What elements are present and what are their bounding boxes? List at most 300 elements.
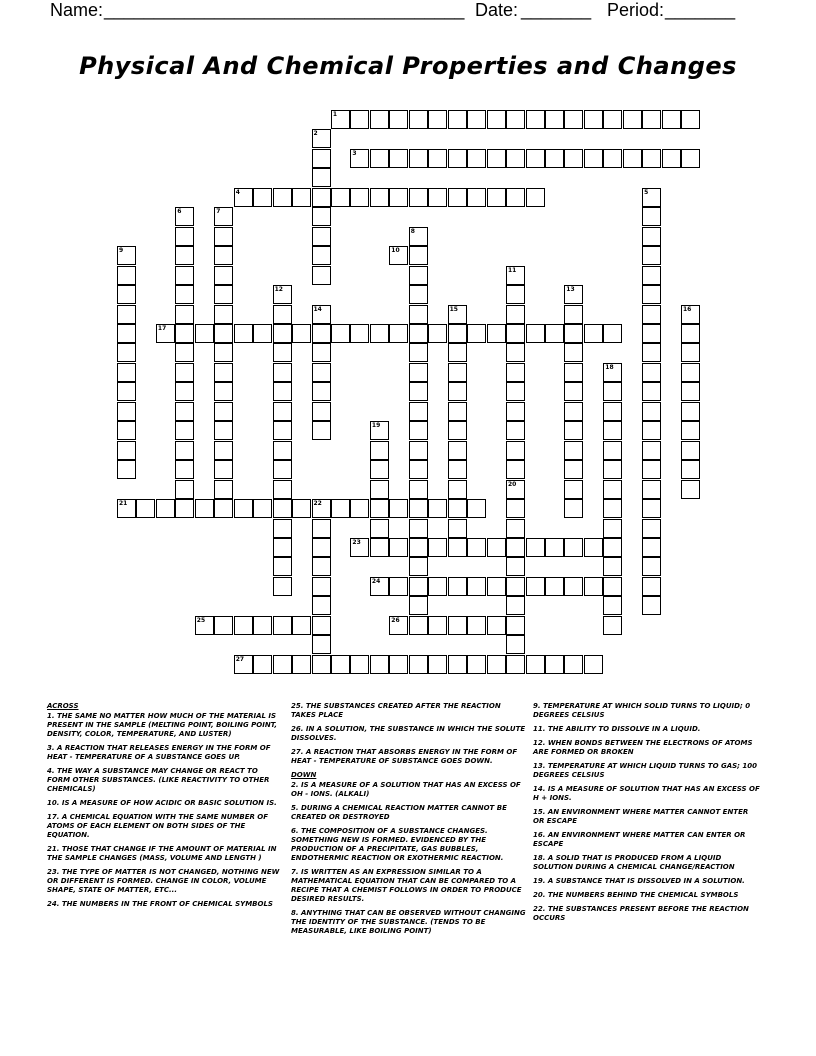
grid-cell[interactable] bbox=[603, 324, 622, 343]
grid-cell[interactable] bbox=[253, 616, 272, 635]
grid-cell[interactable] bbox=[467, 188, 486, 207]
grid-cell[interactable] bbox=[584, 655, 603, 674]
grid-cell[interactable] bbox=[545, 110, 564, 129]
grid-cell[interactable] bbox=[331, 188, 350, 207]
grid-cell[interactable] bbox=[603, 421, 622, 440]
grid-cell[interactable] bbox=[312, 305, 331, 324]
grid-cell[interactable] bbox=[603, 596, 622, 615]
grid-cell[interactable] bbox=[175, 207, 194, 226]
grid-cell[interactable] bbox=[234, 188, 253, 207]
grid-cell[interactable] bbox=[487, 577, 506, 596]
grid-cell[interactable] bbox=[370, 441, 389, 460]
grid-cell[interactable] bbox=[681, 343, 700, 362]
grid-cell[interactable] bbox=[312, 363, 331, 382]
grid-cell[interactable] bbox=[642, 460, 661, 479]
grid-cell[interactable] bbox=[136, 499, 155, 518]
grid-cell[interactable] bbox=[506, 480, 525, 499]
grid-cell[interactable] bbox=[564, 441, 583, 460]
grid-cell[interactable] bbox=[428, 499, 447, 518]
grid-cell[interactable] bbox=[175, 402, 194, 421]
grid-cell[interactable] bbox=[195, 499, 214, 518]
grid-cell[interactable] bbox=[642, 343, 661, 362]
grid-cell[interactable] bbox=[292, 499, 311, 518]
grid-cell[interactable] bbox=[428, 616, 447, 635]
grid-cell[interactable] bbox=[273, 188, 292, 207]
grid-cell[interactable] bbox=[214, 441, 233, 460]
grid-cell[interactable] bbox=[428, 188, 447, 207]
grid-cell[interactable] bbox=[214, 227, 233, 246]
grid-cell[interactable] bbox=[467, 499, 486, 518]
grid-cell[interactable] bbox=[448, 655, 467, 674]
grid-cell[interactable] bbox=[584, 538, 603, 557]
grid-cell[interactable] bbox=[642, 324, 661, 343]
grid-cell[interactable] bbox=[292, 188, 311, 207]
grid-cell[interactable] bbox=[214, 343, 233, 362]
grid-cell[interactable] bbox=[312, 616, 331, 635]
grid-cell[interactable] bbox=[642, 519, 661, 538]
grid-cell[interactable] bbox=[117, 441, 136, 460]
grid-cell[interactable] bbox=[642, 305, 661, 324]
grid-cell[interactable] bbox=[448, 402, 467, 421]
grid-cell[interactable] bbox=[506, 188, 525, 207]
grid-cell[interactable] bbox=[506, 324, 525, 343]
grid-cell[interactable] bbox=[214, 363, 233, 382]
grid-cell[interactable] bbox=[584, 149, 603, 168]
grid-cell[interactable] bbox=[506, 596, 525, 615]
grid-cell[interactable] bbox=[681, 480, 700, 499]
grid-cell[interactable] bbox=[273, 577, 292, 596]
grid-cell[interactable] bbox=[117, 285, 136, 304]
grid-cell[interactable] bbox=[487, 655, 506, 674]
grid-cell[interactable] bbox=[312, 168, 331, 187]
grid-cell[interactable] bbox=[350, 110, 369, 129]
grid-cell[interactable] bbox=[253, 324, 272, 343]
grid-cell[interactable] bbox=[409, 227, 428, 246]
grid-cell[interactable] bbox=[584, 324, 603, 343]
grid-cell[interactable] bbox=[156, 499, 175, 518]
grid-cell[interactable] bbox=[564, 110, 583, 129]
grid-cell[interactable] bbox=[234, 616, 253, 635]
grid-cell[interactable] bbox=[526, 188, 545, 207]
grid-cell[interactable] bbox=[312, 324, 331, 343]
grid-cell[interactable] bbox=[331, 324, 350, 343]
grid-cell[interactable] bbox=[409, 382, 428, 401]
grid-cell[interactable] bbox=[564, 285, 583, 304]
grid-cell[interactable] bbox=[428, 655, 447, 674]
grid-cell[interactable] bbox=[564, 460, 583, 479]
grid-cell[interactable] bbox=[273, 441, 292, 460]
grid-cell[interactable] bbox=[642, 110, 661, 129]
grid-cell[interactable] bbox=[273, 305, 292, 324]
grid-cell[interactable] bbox=[448, 343, 467, 362]
grid-cell[interactable] bbox=[389, 188, 408, 207]
grid-cell[interactable] bbox=[370, 460, 389, 479]
grid-cell[interactable] bbox=[467, 616, 486, 635]
grid-cell[interactable] bbox=[214, 499, 233, 518]
grid-cell[interactable] bbox=[506, 402, 525, 421]
grid-cell[interactable] bbox=[409, 402, 428, 421]
grid-cell[interactable] bbox=[448, 188, 467, 207]
grid-cell[interactable] bbox=[603, 382, 622, 401]
grid-cell[interactable] bbox=[681, 421, 700, 440]
grid-cell[interactable] bbox=[370, 480, 389, 499]
grid-cell[interactable] bbox=[273, 402, 292, 421]
grid-cell[interactable] bbox=[506, 343, 525, 362]
grid-cell[interactable] bbox=[389, 538, 408, 557]
grid-cell[interactable] bbox=[564, 382, 583, 401]
grid-cell[interactable] bbox=[214, 460, 233, 479]
grid-cell[interactable] bbox=[409, 285, 428, 304]
date-blank[interactable]: _______ bbox=[521, 0, 592, 20]
grid-cell[interactable] bbox=[409, 149, 428, 168]
grid-cell[interactable] bbox=[448, 110, 467, 129]
grid-cell[interactable] bbox=[545, 577, 564, 596]
grid-cell[interactable] bbox=[273, 519, 292, 538]
grid-cell[interactable] bbox=[428, 577, 447, 596]
grid-cell[interactable] bbox=[603, 499, 622, 518]
grid-cell[interactable] bbox=[448, 616, 467, 635]
grid-cell[interactable] bbox=[156, 324, 175, 343]
grid-cell[interactable] bbox=[448, 519, 467, 538]
grid-cell[interactable] bbox=[350, 188, 369, 207]
grid-cell[interactable] bbox=[312, 421, 331, 440]
grid-cell[interactable] bbox=[681, 382, 700, 401]
grid-cell[interactable] bbox=[448, 441, 467, 460]
grid-cell[interactable] bbox=[409, 557, 428, 576]
grid-cell[interactable] bbox=[312, 343, 331, 362]
grid-cell[interactable] bbox=[448, 382, 467, 401]
grid-cell[interactable] bbox=[642, 538, 661, 557]
grid-cell[interactable] bbox=[370, 499, 389, 518]
grid-cell[interactable] bbox=[409, 246, 428, 265]
grid-cell[interactable] bbox=[642, 441, 661, 460]
grid-cell[interactable] bbox=[292, 655, 311, 674]
grid-cell[interactable] bbox=[642, 596, 661, 615]
grid-cell[interactable] bbox=[214, 305, 233, 324]
grid-cell[interactable] bbox=[545, 655, 564, 674]
grid-cell[interactable] bbox=[603, 149, 622, 168]
grid-cell[interactable] bbox=[603, 110, 622, 129]
grid-cell[interactable] bbox=[117, 421, 136, 440]
grid-cell[interactable] bbox=[214, 266, 233, 285]
grid-cell[interactable] bbox=[642, 382, 661, 401]
grid-cell[interactable] bbox=[214, 421, 233, 440]
grid-cell[interactable] bbox=[389, 577, 408, 596]
grid-cell[interactable] bbox=[526, 538, 545, 557]
grid-cell[interactable] bbox=[448, 480, 467, 499]
grid-cell[interactable] bbox=[389, 499, 408, 518]
grid-cell[interactable] bbox=[603, 480, 622, 499]
grid-cell[interactable] bbox=[312, 129, 331, 148]
grid-cell[interactable] bbox=[117, 305, 136, 324]
grid-cell[interactable] bbox=[312, 499, 331, 518]
grid-cell[interactable] bbox=[312, 402, 331, 421]
period-blank[interactable]: _______ bbox=[665, 0, 736, 20]
grid-cell[interactable] bbox=[350, 499, 369, 518]
grid-cell[interactable] bbox=[273, 557, 292, 576]
grid-cell[interactable] bbox=[312, 207, 331, 226]
grid-cell[interactable] bbox=[409, 324, 428, 343]
grid-cell[interactable] bbox=[467, 324, 486, 343]
grid-cell[interactable] bbox=[273, 460, 292, 479]
grid-cell[interactable] bbox=[331, 655, 350, 674]
name-blank[interactable]: ____________________________________ bbox=[104, 0, 465, 20]
grid-cell[interactable] bbox=[642, 557, 661, 576]
grid-cell[interactable] bbox=[681, 305, 700, 324]
grid-cell[interactable] bbox=[117, 382, 136, 401]
grid-cell[interactable] bbox=[312, 246, 331, 265]
grid-cell[interactable] bbox=[409, 480, 428, 499]
grid-cell[interactable] bbox=[564, 363, 583, 382]
grid-cell[interactable] bbox=[681, 402, 700, 421]
grid-cell[interactable] bbox=[584, 110, 603, 129]
grid-cell[interactable] bbox=[642, 499, 661, 518]
grid-cell[interactable] bbox=[409, 266, 428, 285]
grid-cell[interactable] bbox=[175, 363, 194, 382]
grid-cell[interactable] bbox=[409, 188, 428, 207]
grid-cell[interactable] bbox=[603, 519, 622, 538]
grid-cell[interactable] bbox=[662, 110, 681, 129]
grid-cell[interactable] bbox=[409, 577, 428, 596]
grid-cell[interactable] bbox=[603, 441, 622, 460]
grid-cell[interactable] bbox=[312, 557, 331, 576]
grid-cell[interactable] bbox=[273, 655, 292, 674]
grid-cell[interactable] bbox=[642, 480, 661, 499]
grid-cell[interactable] bbox=[681, 460, 700, 479]
grid-cell[interactable] bbox=[564, 655, 583, 674]
grid-cell[interactable] bbox=[642, 266, 661, 285]
grid-cell[interactable] bbox=[642, 363, 661, 382]
grid-cell[interactable] bbox=[448, 305, 467, 324]
grid-cell[interactable] bbox=[234, 655, 253, 674]
grid-cell[interactable] bbox=[487, 538, 506, 557]
grid-cell[interactable] bbox=[234, 499, 253, 518]
grid-cell[interactable] bbox=[370, 538, 389, 557]
grid-cell[interactable] bbox=[506, 363, 525, 382]
grid-cell[interactable] bbox=[312, 149, 331, 168]
grid-cell[interactable] bbox=[350, 538, 369, 557]
grid-cell[interactable] bbox=[214, 324, 233, 343]
grid-cell[interactable] bbox=[526, 655, 545, 674]
grid-cell[interactable] bbox=[370, 110, 389, 129]
grid-cell[interactable] bbox=[409, 460, 428, 479]
grid-cell[interactable] bbox=[389, 324, 408, 343]
grid-cell[interactable] bbox=[292, 616, 311, 635]
grid-cell[interactable] bbox=[526, 324, 545, 343]
grid-cell[interactable] bbox=[312, 596, 331, 615]
grid-cell[interactable] bbox=[370, 577, 389, 596]
grid-cell[interactable] bbox=[312, 519, 331, 538]
grid-cell[interactable] bbox=[214, 207, 233, 226]
grid-cell[interactable] bbox=[389, 110, 408, 129]
grid-cell[interactable] bbox=[273, 538, 292, 557]
grid-cell[interactable] bbox=[467, 577, 486, 596]
grid-cell[interactable] bbox=[175, 382, 194, 401]
grid-cell[interactable] bbox=[273, 480, 292, 499]
grid-cell[interactable] bbox=[175, 266, 194, 285]
grid-cell[interactable] bbox=[175, 441, 194, 460]
grid-cell[interactable] bbox=[564, 538, 583, 557]
grid-cell[interactable] bbox=[506, 266, 525, 285]
grid-cell[interactable] bbox=[642, 577, 661, 596]
grid-cell[interactable] bbox=[273, 285, 292, 304]
grid-cell[interactable] bbox=[506, 577, 525, 596]
grid-cell[interactable] bbox=[214, 246, 233, 265]
grid-cell[interactable] bbox=[175, 499, 194, 518]
grid-cell[interactable] bbox=[564, 305, 583, 324]
grid-cell[interactable] bbox=[642, 285, 661, 304]
grid-cell[interactable] bbox=[564, 480, 583, 499]
grid-cell[interactable] bbox=[681, 110, 700, 129]
grid-cell[interactable] bbox=[350, 149, 369, 168]
grid-cell[interactable] bbox=[312, 227, 331, 246]
grid-cell[interactable] bbox=[214, 285, 233, 304]
grid-cell[interactable] bbox=[312, 577, 331, 596]
grid-cell[interactable] bbox=[175, 460, 194, 479]
grid-cell[interactable] bbox=[175, 246, 194, 265]
grid-cell[interactable] bbox=[506, 557, 525, 576]
grid-cell[interactable] bbox=[642, 188, 661, 207]
grid-cell[interactable] bbox=[312, 655, 331, 674]
grid-cell[interactable] bbox=[506, 499, 525, 518]
grid-cell[interactable] bbox=[409, 305, 428, 324]
grid-cell[interactable] bbox=[545, 324, 564, 343]
grid-cell[interactable] bbox=[506, 519, 525, 538]
grid-cell[interactable] bbox=[117, 499, 136, 518]
grid-cell[interactable] bbox=[175, 480, 194, 499]
grid-cell[interactable] bbox=[370, 519, 389, 538]
grid-cell[interactable] bbox=[370, 324, 389, 343]
grid-cell[interactable] bbox=[564, 577, 583, 596]
grid-cell[interactable] bbox=[409, 343, 428, 362]
grid-cell[interactable] bbox=[506, 149, 525, 168]
grid-cell[interactable] bbox=[195, 616, 214, 635]
grid-cell[interactable] bbox=[175, 324, 194, 343]
grid-cell[interactable] bbox=[506, 616, 525, 635]
grid-cell[interactable] bbox=[526, 110, 545, 129]
grid-cell[interactable] bbox=[603, 557, 622, 576]
grid-cell[interactable] bbox=[564, 402, 583, 421]
grid-cell[interactable] bbox=[506, 421, 525, 440]
grid-cell[interactable] bbox=[195, 324, 214, 343]
grid-cell[interactable] bbox=[312, 188, 331, 207]
grid-cell[interactable] bbox=[331, 110, 350, 129]
grid-cell[interactable] bbox=[623, 110, 642, 129]
grid-cell[interactable] bbox=[642, 207, 661, 226]
grid-cell[interactable] bbox=[506, 635, 525, 654]
grid-cell[interactable] bbox=[526, 149, 545, 168]
grid-cell[interactable] bbox=[603, 363, 622, 382]
grid-cell[interactable] bbox=[273, 343, 292, 362]
grid-cell[interactable] bbox=[526, 577, 545, 596]
grid-cell[interactable] bbox=[623, 149, 642, 168]
grid-cell[interactable] bbox=[506, 285, 525, 304]
grid-cell[interactable] bbox=[117, 402, 136, 421]
grid-cell[interactable] bbox=[603, 577, 622, 596]
grid-cell[interactable] bbox=[448, 577, 467, 596]
grid-cell[interactable] bbox=[117, 460, 136, 479]
grid-cell[interactable] bbox=[487, 188, 506, 207]
grid-cell[interactable] bbox=[331, 499, 350, 518]
grid-cell[interactable] bbox=[370, 421, 389, 440]
grid-cell[interactable] bbox=[564, 149, 583, 168]
grid-cell[interactable] bbox=[506, 655, 525, 674]
grid-cell[interactable] bbox=[389, 149, 408, 168]
grid-cell[interactable] bbox=[603, 460, 622, 479]
grid-cell[interactable] bbox=[253, 499, 272, 518]
grid-cell[interactable] bbox=[175, 227, 194, 246]
grid-cell[interactable] bbox=[273, 421, 292, 440]
grid-cell[interactable] bbox=[428, 538, 447, 557]
grid-cell[interactable] bbox=[681, 363, 700, 382]
grid-cell[interactable] bbox=[273, 499, 292, 518]
grid-cell[interactable] bbox=[584, 577, 603, 596]
grid-cell[interactable] bbox=[448, 149, 467, 168]
grid-cell[interactable] bbox=[642, 421, 661, 440]
grid-cell[interactable] bbox=[603, 616, 622, 635]
grid-cell[interactable] bbox=[175, 305, 194, 324]
grid-cell[interactable] bbox=[642, 149, 661, 168]
grid-cell[interactable] bbox=[564, 499, 583, 518]
grid-cell[interactable] bbox=[448, 460, 467, 479]
grid-cell[interactable] bbox=[117, 343, 136, 362]
grid-cell[interactable] bbox=[409, 421, 428, 440]
grid-cell[interactable] bbox=[409, 441, 428, 460]
grid-cell[interactable] bbox=[312, 382, 331, 401]
grid-cell[interactable] bbox=[467, 110, 486, 129]
grid-cell[interactable] bbox=[175, 421, 194, 440]
grid-cell[interactable] bbox=[389, 616, 408, 635]
grid-cell[interactable] bbox=[603, 538, 622, 557]
grid-cell[interactable] bbox=[370, 149, 389, 168]
grid-cell[interactable] bbox=[175, 343, 194, 362]
grid-cell[interactable] bbox=[312, 635, 331, 654]
grid-cell[interactable] bbox=[545, 149, 564, 168]
grid-cell[interactable] bbox=[214, 402, 233, 421]
grid-cell[interactable] bbox=[487, 616, 506, 635]
grid-cell[interactable] bbox=[117, 246, 136, 265]
grid-cell[interactable] bbox=[545, 538, 564, 557]
grid-cell[interactable] bbox=[487, 149, 506, 168]
grid-cell[interactable] bbox=[448, 324, 467, 343]
grid-cell[interactable] bbox=[214, 480, 233, 499]
grid-cell[interactable] bbox=[253, 655, 272, 674]
grid-cell[interactable] bbox=[312, 538, 331, 557]
grid-cell[interactable] bbox=[350, 324, 369, 343]
grid-cell[interactable] bbox=[409, 538, 428, 557]
grid-cell[interactable] bbox=[117, 324, 136, 343]
grid-cell[interactable] bbox=[409, 616, 428, 635]
grid-cell[interactable] bbox=[487, 110, 506, 129]
grid-cell[interactable] bbox=[564, 324, 583, 343]
grid-cell[interactable] bbox=[409, 363, 428, 382]
grid-cell[interactable] bbox=[448, 499, 467, 518]
grid-cell[interactable] bbox=[506, 441, 525, 460]
grid-cell[interactable] bbox=[273, 324, 292, 343]
grid-cell[interactable] bbox=[409, 110, 428, 129]
grid-cell[interactable] bbox=[409, 655, 428, 674]
grid-cell[interactable] bbox=[234, 324, 253, 343]
grid-cell[interactable] bbox=[467, 655, 486, 674]
grid-cell[interactable] bbox=[681, 441, 700, 460]
grid-cell[interactable] bbox=[214, 616, 233, 635]
grid-cell[interactable] bbox=[506, 538, 525, 557]
grid-cell[interactable] bbox=[662, 149, 681, 168]
grid-cell[interactable] bbox=[467, 149, 486, 168]
grid-cell[interactable] bbox=[117, 266, 136, 285]
grid-cell[interactable] bbox=[448, 421, 467, 440]
grid-cell[interactable] bbox=[409, 519, 428, 538]
